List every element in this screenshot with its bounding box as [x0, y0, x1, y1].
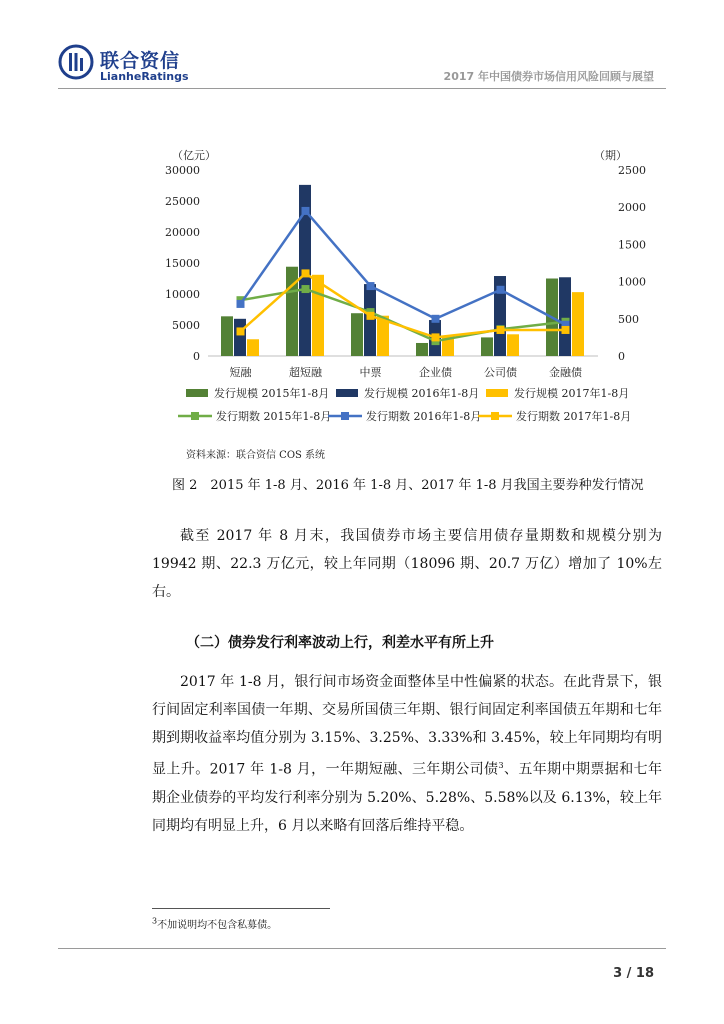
y-right-tick-label: 0	[618, 350, 625, 363]
category-label: 企业债	[419, 366, 452, 379]
line-point	[367, 282, 375, 290]
bar	[481, 337, 493, 356]
bar	[312, 275, 324, 356]
legend-label: 发行规模 2017年1-8月	[514, 387, 630, 400]
y-right-tick-label: 500	[618, 312, 639, 326]
line-point	[237, 327, 245, 335]
y-left-tick-label: 0	[193, 350, 200, 363]
category-label: 超短融	[289, 366, 322, 379]
legend-marker	[191, 412, 199, 420]
y-left-tick-label: 25000	[165, 195, 200, 208]
bar	[221, 316, 233, 356]
line-point	[432, 315, 440, 323]
brand-name-cn: 联合资信	[100, 50, 181, 72]
bar	[364, 284, 376, 356]
bar	[416, 343, 428, 356]
section-title: （二）债券发行利率波动上行，利差水平有所上升	[186, 635, 494, 651]
footer-divider	[58, 948, 666, 949]
category-label: 中票	[359, 366, 382, 379]
line-point	[497, 286, 505, 294]
legend-marker	[341, 412, 349, 420]
bar	[351, 313, 363, 356]
report-title: 2017 年中国债券市场信用风险回顾与展望	[443, 70, 654, 83]
figure-source: 资料来源：联合资信 COS 系统	[186, 450, 326, 461]
legend-label: 发行期数 2017年1-8月	[516, 410, 632, 423]
y-right-tick-label: 1000	[618, 275, 646, 289]
page-number: 3 / 18	[613, 966, 654, 981]
legend-swatch	[186, 389, 208, 397]
footnote-divider	[152, 908, 330, 909]
footnote-marker: 3	[152, 916, 158, 926]
paragraph-rates-part2: 、五年期中期票据和七年期企业债券的平均发行利率分别为 5.20%、5.28%、5.58%以及 6.13%，较上年同期均有明显上升，6 月以来略有回落后维持平稳。	[152, 761, 663, 834]
line-point	[562, 326, 570, 334]
paragraph-rates	[152, 668, 662, 840]
paragraph-stock: 截至 2017 年 8 月末，我国债券市场主要信用债存量期数和规模分别为 19942 期、22.3 万亿元，较上年同期（18096 期、20.7 万亿）增加了 10%左右。	[152, 528, 662, 600]
category-label: 短融	[229, 366, 252, 379]
legend-label: 发行规模 2016年1-8月	[364, 387, 480, 400]
legend-swatch	[336, 389, 358, 397]
header-divider	[58, 88, 666, 89]
legend-label: 发行规模 2015年1-8月	[214, 387, 330, 400]
y-left-tick-label: 10000	[165, 288, 200, 301]
y-right-tick-label: 2000	[618, 201, 646, 215]
category-label: 公司债	[484, 366, 517, 379]
bar	[559, 277, 571, 356]
line-point	[367, 312, 375, 320]
legend-marker	[491, 412, 499, 420]
bar	[234, 319, 246, 356]
bar	[572, 292, 584, 356]
y-left-tick-label: 20000	[165, 226, 200, 239]
paragraph-rates-part1: 2017 年 1-8 月，银行间市场资金面整体呈中性偏紧的状态。在此背景下，银行间固定利率国债一年期、交易所国债三年期、银行间固定利率国债五年期和七年期到期收益率均值分别为 3.15%、3.25%、3.33%和 3.45%，较上年同期均有明显上升。2017 年 1-8 月，一年期短融、三年期公司债	[152, 674, 662, 778]
bar	[247, 339, 259, 356]
issuance-chart	[150, 140, 650, 470]
y-axis-left-label: （亿元）	[172, 149, 216, 162]
legend-label: 发行期数 2015年1-8月	[216, 410, 332, 423]
line-point	[302, 207, 310, 215]
footnote-text: 不加说明均不包含私募债。	[157, 920, 278, 931]
y-axis-right-label: （期）	[594, 149, 627, 162]
footnote	[152, 916, 277, 931]
brand-name-en: LianheRatings	[100, 70, 189, 83]
category-label: 金融债	[549, 366, 582, 379]
line-point	[497, 326, 505, 334]
line-point	[302, 269, 310, 277]
y-right-tick-label: 1500	[618, 238, 646, 252]
y-left-tick-label: 5000	[172, 319, 200, 332]
footnote-ref[interactable]: 3	[498, 761, 504, 770]
line-point	[302, 285, 310, 293]
bar	[507, 334, 519, 356]
legend-label: 发行期数 2016年1-8月	[366, 410, 482, 423]
legend-swatch	[486, 389, 508, 397]
lianhe-logo-icon	[58, 44, 94, 80]
line-point	[432, 333, 440, 341]
figure-caption: 图 2 2015 年 1-8 月、2016 年 1-8 月、2017 年 1-8 月我国主要券种发行情况	[172, 478, 644, 493]
y-left-tick-label: 15000	[165, 257, 200, 270]
y-right-tick-label: 2500	[618, 164, 646, 177]
line-point	[237, 300, 245, 308]
y-left-tick-label: 30000	[165, 164, 200, 177]
